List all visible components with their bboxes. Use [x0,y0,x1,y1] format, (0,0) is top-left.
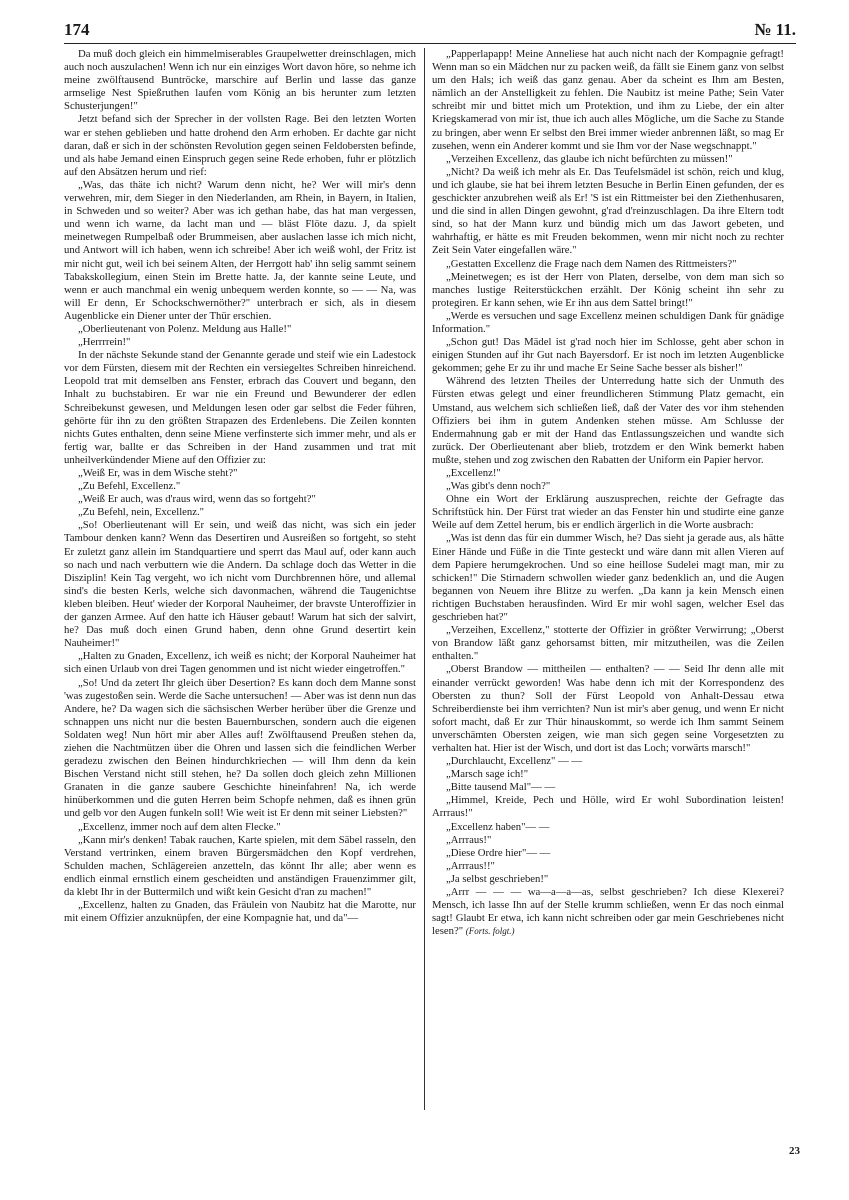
paragraph [432,153,784,166]
paragraph [432,48,784,153]
paragraph-text: Ohne ein Wort der Erklärung auszusprechen, reichte der Gefragte das Schriftstück hin. Der Fürst trat wieder an das Fenster hin und studirte eine ganze Weile auf dem Zettel herum, bis er endlich ärgerlich in die Worte ausbrach: [432,493,784,532]
paragraph-text: Jetzt befand sich der Sprecher in der vollsten Rage. Bei den letzten Worten war er stehen geblieben und hatte drohend den Arm erhoben. Er dachte gar nicht daran, daß er sich in der schönsten Revolution gegen seinen Feldobersten befinde, und als habe Jemand einen Einspruch gegen seine Rede erhoben, fuhr er plötzlich auf den Absätzen herum und rief: [64,113,416,178]
paragraph-text: „Arrraus!" [446,833,492,846]
paragraph-text: „Schon gut! Das Mädel ist g'rad noch hier im Schlosse, geht aber schon in einigen Stunden auf ihr Gut nach Bayersdorf. Er ist noch im letzten Augenblicke gekommen; gehe Er zu ihr und mache Er Seine Sache besser als bisher!" [432,336,784,375]
paragraph-text: „Gestatten Excellenz die Frage nach dem Namen des Rittmeisters?" [446,257,737,270]
paragraph [432,258,784,271]
paragraph-text: Da muß doch gleich ein himmelmiserables Graupelwetter dreinschlagen, mich auch noch auszulachen! Wenn ich nur ein einziges Wort davon höre, so nehme ich meine zwölftausend Buntröcke, marschire auf Berlin und lasse das ganze armselige Nest Spießruthen laufen vom König an bis herunter zum letzten Schusterjungen!" [64,48,416,113]
paragraph-text: „Excellenz, halten zu Gnaden, das Fräulein von Naubitz hat die Marotte, nur mit einem Offizier anzuknüpfen, der eine Kompagnie hat, und da"— [64,899,416,925]
paragraph-text: „Durchlaucht, Excellenz" — — [446,755,583,768]
paragraph-text: „Excellenz, immer noch auf dem alten Flecke." [78,820,281,833]
paragraph-text: „Verzeihen Excellenz, das glaube ich nicht befürchten zu müssen!" [446,152,733,165]
paragraph-text: „Bitte tausend Mal"— — [446,781,556,794]
paragraph [432,886,784,938]
paragraph-text: „Weiß Er, was in dem Wische steht?" [78,467,238,479]
paragraph [432,467,784,480]
right-column [432,48,784,938]
issue-label: № 11. [754,20,796,39]
paragraph-text: „Was, das thäte ich nicht? Warum denn nicht, he? Wer will mir's denn verwehren, mir, dem Sieger in den Niederlanden, am Rhein, in Bayern, in Italien, in Schweden und so weiter? Aber was ich gethan habe, das hat man vergessen, und wenn ich warne, da lacht man und — bläst Flöte dazu. J, da spielt meinetwegen Rumpelbaß oder Brummeisen, aber auslachen lasse ich mich nicht, und Antwort will ich haben, wenn ich schreibe! Aber ich weiß wohl, der Fritz ist mir nicht gut, weil ich bei seinem Alten, der Herrgott hab' ihn selig sammt seinem Tabakskollegium, einen Stein im Brette hatte. Ja, der kannte seine Leute, und wenn er auch manchmal ein wenig unbequem werden konnte, so — — Na, was will Er denn, Er Schockschwernöther?" unterbrach er sich, als in diesem Augenblicke ein Diener unter der Thür erschien. [64,178,416,322]
paragraph-text: „Himmel, Kreide, Pech und Hölle, wird Er wohl Subordination leisten! Arrraus!" [432,794,784,820]
header-rule [64,43,796,44]
paragraph-text: „Verzeihen, Excellenz," stotterte der Offizier in größter Verwirrung; „Oberst von Brandow läßt ganz gehorsamst bitten, mir mitzutheilen, was die Zeilen enthalten." [432,624,784,663]
paragraph [432,860,784,873]
paragraph [432,768,784,781]
paragraph [432,336,784,375]
paragraph-text: „Kann mir's denken! Tabak rauchen, Karte spielen, mit dem Säbel rasseln, den Verstand vertrinken, einem braven Bürgersmädchen den Kopf verdrehen, Schulden machen, Schlägereien anzetteln, das könnt Ihr alle; aber wenn es endlich einmal ernstlich einem gescheidten und anständigen Frauenzimmer gilt, da klebt Ihr in der Buttermilch und wißt kein Gesicht d'ran zu machen!" [64,833,416,898]
paragraph [432,532,784,624]
paragraph-text: „Oberst Brandow — mittheilen — enthalten? — — Seid Ihr denn alle mit einander verrückt geworden! Was habe denn ich mit der Korrespondenz des Obersten zu thun? Soll der Fürst Leopold von Anhalt-Dessau etwa Schreiberdienste bei ihm verrichten? Nun ist mir's aber genug, und wenn Er nicht sofort macht, daß Er zur Thür hinauskommt, so werde ich Ihm sammt Seinem unverschämten Obersten zeigen, wie man sich gegen seine Vorgesetzten zu verhalten hat. Hier ist der Wisch, und dort ist das Loch; vorwärts marsch!" [432,663,784,754]
paragraph [432,166,784,258]
paragraph [64,179,416,323]
folio: 23 [789,1145,800,1157]
paragraph-text: „Zu Befehl, Excellenz." [78,480,181,493]
paragraph [64,467,416,480]
paragraph [432,847,784,860]
paragraph-text: „Meinetwegen; es ist der Herr von Platen, derselbe, von dem man sich so manches lustige Reiterstückchen erzählt. Der König scheint ihn sehr zu protegiren. Er kann sehen, wie Er ihn aus dem Sattel bringt!" [432,270,784,309]
paragraph-text: „Werde es versuchen und sage Excellenz meinen schuldigen Dank für gnädige Information." [432,309,784,335]
continuation-note: (Forts. folgt.) [465,926,515,937]
column-divider [424,48,425,1110]
paragraph [432,794,784,820]
paragraph [64,677,416,821]
paragraph [432,821,784,834]
paragraph [64,519,416,650]
paragraph-text: „Oberlieutenant von Polenz. Meldung aus Halle!" [78,322,292,335]
paragraph-text: „Ja selbst geschrieben!" [446,872,549,885]
paragraph [64,493,416,506]
page-number: 174 [64,20,90,39]
paragraph-text: „So! Und da zetert Ihr gleich über Desertion? Es kann doch dem Manne sonst 'was zugestoßen sein. Werde die Sache untersuchen! — Aber was ist denn nun das Andere, he? Da wagen sich die sächsischen Werber herüber über die Grenze und schnappen uns nicht nur die besten Bauernburschen, sondern auch die eigenen Soldaten weg! Nun hört mir aber Alles auf! Zwölftausend Preußen stehen da, ziehen die Nachtmützen über die Ohren und lassen sich die feindlichen Werber geradezu zwischen den Beinen hindurchkriechen — will Ihm denn da kein Bischen Verstand nicht still stehen, he? Da sollen doch gleich zehn Millionen Granaten in die ganze saubere Geschichte hineinfahren! Na, ich werde hinüberkommen und die guten Herren beim Schopfe nehmen, daß es ihnen grün und gelb vor den Augen funkeln soll! Wie weit ist Er denn mit seiner Liebsten?" [64,676,416,820]
paragraph [64,48,416,113]
paragraph [432,834,784,847]
paragraph-text: In der nächste Sekunde stand der Genannte gerade und steif wie ein Ladestock vor dem Fürsten, diesem mit der Rechten ein versiegeltes Schreiben hinreichend. Leopold trat mit demselben ans Fenster, erbrach das Couvert und begann, den Inhalt zu buchstabiren. Er war nie ein Freund und Bewunderer der edlen Schreibekunst gewesen, und Meldungen lesen oder gar selbst die Feder führen, gehörte für ihn zu den größten Strapazen des Erdenlebens. Die Zeilen konnten nichts Gutes enthalten, denn seine Miene verfinsterte sich immer mehr, und als er fertig war, ballte er das Schreiben in der Hand zusammen und trat mit unheilverkündender Miene auf den Offizier zu: [64,349,416,466]
paragraph-text: „Marsch sage ich!" [446,768,529,781]
paragraph [64,349,416,467]
paragraph-text: „So! Oberlieutenant will Er sein, und weiß das nicht, was sich ein jeder Tambour denken kann? Wenn das Desertiren und Ausreißen so fortgeht, so steht Er zuletzt ganz allein im Standquartiere und sperrt das Maul auf, oder kann auch so nach und nach verbuttern wie die Andern. Da schlage doch das Wetter in die Disziplin! Kein Tag vergeht, wo ich nicht vom Durchbrennen höre, und allemal sind's die besten Kerls, welche sich davonmachen, während die Taugenichtse kleben bleiben. Heut' wieder der Korporal Nauheimer, der bravste Unteroffizier in der ganzen Armee. Auf den hatte ich Häuser gebaut! Warum hat sich der salvirt, he? Das muß doch einen Grund haben, denn ohne Grund desertirt kein Nauheimer!" [64,519,416,650]
paragraph-text: „Diese Ordre hier"— — [446,846,551,859]
left-column [64,48,416,925]
paragraph-text: „Was ist denn das für ein dummer Wisch, he? Das sieht ja gerade aus, als hätte Einer Hände und Füße in die Tinte gesteckt und wäre dann mit allen Vieren auf dem Papiere herumgekrochen. Und so eine heillose Sudelei magt man, mir zu schicken!" Die Stirnadern schwollen wieder ganz bedenklich an, und die Augen begannen von Neuem ihre Blitze zu werfen. „Da kann ja kein Mensch einen richtigen Buchstaben herausfinden. Wird Er mir wohl sagen, welcher Esel das geschrieben hat?" [432,532,784,624]
paragraph [432,755,784,768]
paragraph [64,323,416,336]
paragraph [432,271,784,310]
paragraph [64,506,416,519]
paragraph-text: „Arrr — — — wa—a—a—as, selbst geschrieben? Ich diese Klexerei? Mensch, ich lasse Ihn auf der Stelle krumm schließen, wenn Er das noch einmal sagt! Glaubt Er etwa, ich kann nicht schreiben oder gar mein Geschriebenes nicht lesen?" [432,886,784,938]
paragraph [432,480,784,493]
paragraph [432,493,784,532]
paragraph [432,375,784,467]
paragraph [432,624,784,663]
paragraph-text: „Papperlapapp! Meine Anneliese hat auch nicht nach der Kompagnie gefragt! Wenn man so ein Mädchen nur zu packen weiß, da fällt sie Einem ganz von selbst um den Hals; ich weiß das ganz genau. Aber da scheint es Ihm am Besten, nämlich an der Anstelligkeit zu fehlen. Die Naubitz ist meine Pathe; Sein Vater schreibt mir und bittet mich um Protektion, und ihm zu Liebe, der ein alter Kriegskamerad von mir ist, thue ich auch alles Mögliche, um die Sache zu Stande zu bringen, aber wenn Er selbst den Brei immer wieder anbrennen läßt, so mag Er zusehen, wenn ein Anderer kommt und sie Ihm vor der Nase wegschnappt." [432,48,784,152]
paragraph [432,663,784,755]
paragraph [64,480,416,493]
paragraph-text: „Excellenz haben"— — [446,820,550,833]
page-header [64,18,796,40]
paragraph [64,650,416,676]
paragraph [64,834,416,899]
paragraph [64,821,416,834]
paragraph-text: „Halten zu Gnaden, Excellenz, ich weiß es nicht; der Korporal Nauheimer hat sich einen Urlaub von drei Tagen genommen und ist nicht wieder eingetroffen." [64,650,416,676]
paragraph-text: Während des letzten Theiles der Unterredung hatte sich der Unmuth des Fürsten etwas gelegt und einer freundlicheren Stimmung Platz gemacht, ein Umstand, aus welchem sich schließen ließ, daß der Vater des vor ihm stehenden Offiziers bei ihm in gutem Andenken stehen müsse. Am Schlusse der Endermahnung gab er mit der Hand das Entlassungszeichen und wandte sich zurück. Der Oberlieutenant aber blieb, trotzdem er den Wink bemerkt haben mußte, stehen und zog zwischen den Rabatten der Uniform ein Papier hervor. [432,375,784,466]
paragraph [64,336,416,349]
paragraph-text: „Was gibt's denn noch?" [446,480,551,493]
paragraph [64,899,416,925]
paragraph-text: „Zu Befehl, nein, Excellenz." [78,506,205,519]
paragraph [432,310,784,336]
paragraph-text: „Excellenz!" [446,467,501,479]
paragraph-text: „Weiß Er auch, was d'raus wird, wenn das so fortgeht?" [78,493,316,506]
paragraph [432,781,784,794]
paragraph-text: „Nicht? Da weiß ich mehr als Er. Das Teufelsmädel ist schön, reich und klug, und ich glaube, sie hat bei ihrem letzten Besuche in Berlin Einen gefunden, der es geschickter anzubrehen weiß als Er! 'S ist ein Rittmeister bei den Ziethenhusaren, und die sind in allen Dingen gewohnt, g'rad d'reinzuschlagen. Da ihre Eltern todt sind, so hat der Mann kurz und bündig mich um das Jawort gebeten, und wahrhaftig, er hätte es mit Freuden bekommen, wenn mir nicht noch zu rechter Zeit Sein Vater eingefallen wäre." [432,165,784,257]
paragraph-text: „Herrrrein!" [78,336,131,349]
paragraph [64,113,416,178]
paragraph-text: „Arrraus!!" [446,859,495,872]
paragraph [432,873,784,886]
